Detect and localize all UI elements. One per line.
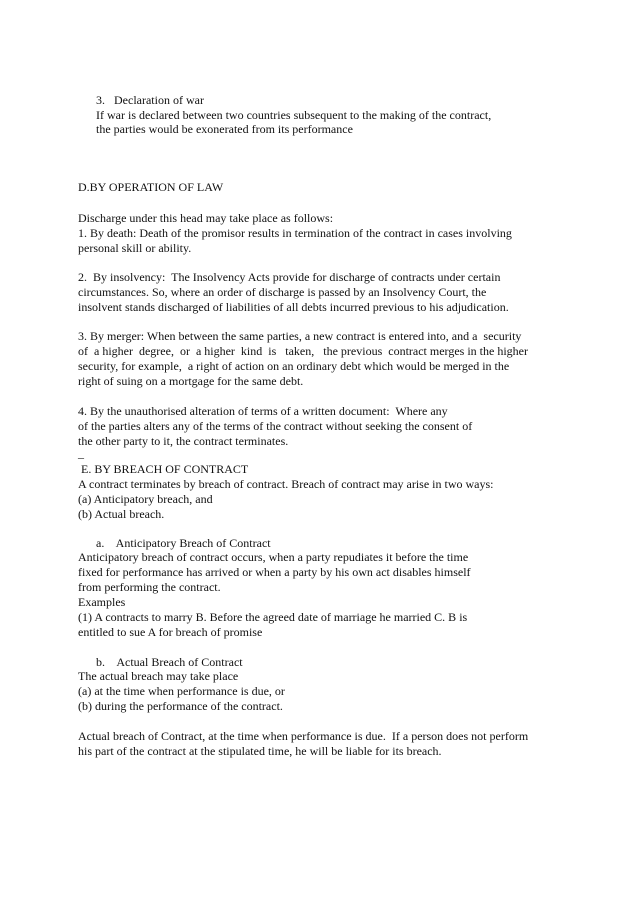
list-item: (b) Actual breach.	[78, 507, 165, 521]
subsection-b-heading: b. Actual Breach of Contract	[96, 655, 243, 669]
paragraph-line: 3. By merger: When between the same parties, a new contract is entered into, and a security	[78, 329, 522, 343]
section-e-heading: E. BY BREACH OF CONTRACT	[78, 462, 249, 476]
paragraph-line: of a higher degree, or a higher kind is taken, the previous contract merges in the higher	[78, 344, 528, 358]
paragraph-line: 2. By insolvency: The Insolvency Acts provide for discharge of contracts under certain	[78, 270, 501, 284]
paragraph-line: of the parties alters any of the terms of the contract without seeking the consent of	[78, 419, 473, 433]
paragraph-line: circumstances. So, where an order of discharge is passed by an Insolvency Court, the	[78, 285, 487, 299]
section-3-line: If war is declared between two countries subsequent to the making of the contract,	[96, 108, 492, 122]
paragraph-line: from performing the contract.	[78, 580, 221, 594]
paragraph-line: entitled to sue A for breach of promise	[78, 625, 263, 639]
paragraph-line: security, for example, a right of action on an ordinary debt which would be merged in the	[78, 359, 510, 373]
subsection-a-heading: a. Anticipatory Breach of Contract	[96, 536, 271, 550]
paragraph-line: personal skill or ability.	[78, 241, 192, 255]
paragraph-line: Anticipatory breach of contract occurs, when a party repudiates it before the time	[78, 550, 469, 564]
examples-label: Examples	[78, 595, 126, 609]
paragraph-line: his part of the contract at the stipulated time, he will be liable for its breach.	[78, 744, 442, 758]
list-item: (b) during the performance of the contract.	[78, 699, 283, 713]
paragraph-line: fixed for performance has arrived or when a party by his own act disables himself	[78, 565, 471, 579]
section-d-intro: Discharge under this head may take place as follows:	[78, 211, 334, 225]
paragraph-line: the other party to it, the contract terminates.	[78, 434, 289, 448]
list-item: (a) Anticipatory breach, and	[78, 492, 213, 506]
stray-underscore: _	[78, 446, 84, 460]
section-d-heading: D.BY OPERATION OF LAW	[78, 180, 224, 194]
section-3-line: the parties would be exonerated from its performance	[96, 122, 353, 136]
paragraph-line: (1) A contracts to marry B. Before the agreed date of marriage he married C. B is	[78, 610, 468, 624]
list-item: (a) at the time when performance is due, or	[78, 684, 285, 698]
section-3-heading: 3. Declaration of war	[96, 93, 204, 107]
paragraph-line: A contract terminates by breach of contract. Breach of contract may arise in two ways:	[78, 477, 494, 491]
paragraph-line: 1. By death: Death of the promisor results in termination of the contract in cases involving	[78, 226, 512, 240]
paragraph-line: right of suing on a mortgage for the same debt.	[78, 374, 304, 388]
paragraph-line: Actual breach of Contract, at the time when performance is due. If a person does not perform	[78, 729, 529, 743]
paragraph-line: 4. By the unauthorised alteration of terms of a written document: Where any	[78, 404, 448, 418]
paragraph-line: insolvent stands discharged of liabilities of all debts incurred previous to his adjudication.	[78, 300, 509, 314]
paragraph-line: The actual breach may take place	[78, 669, 239, 683]
